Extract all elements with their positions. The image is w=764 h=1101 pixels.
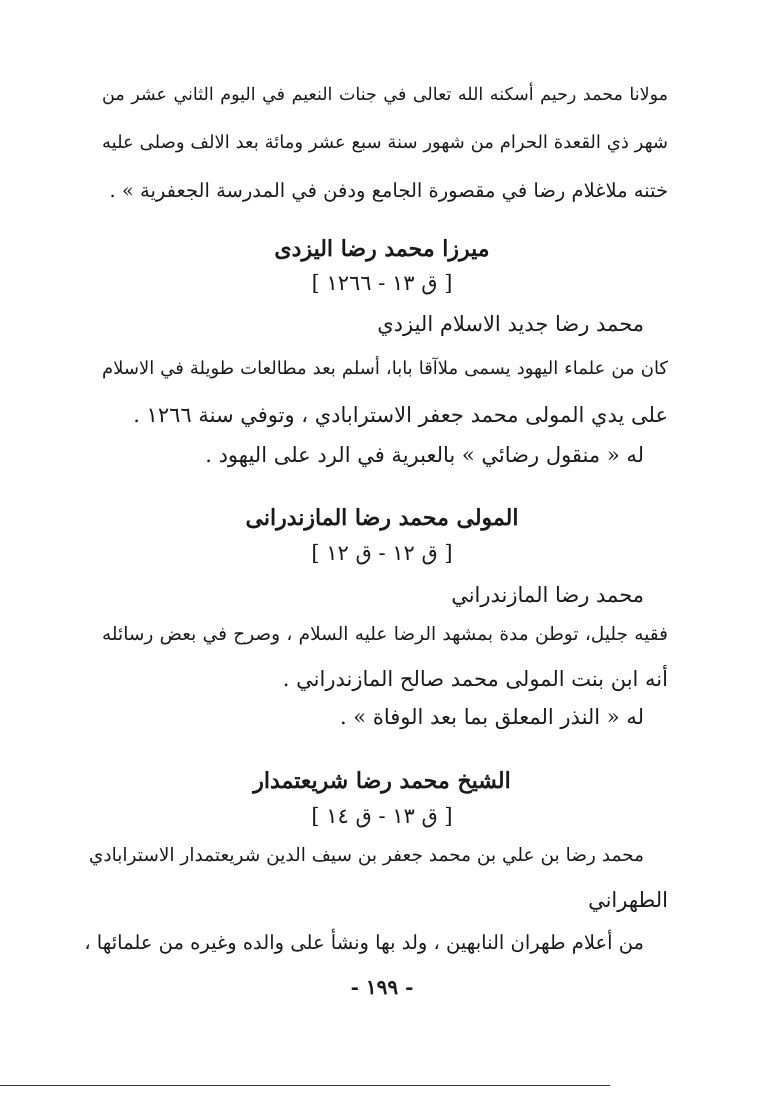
entry-name: محمد رضا جديد الاسلام اليزدي: [377, 312, 644, 336]
entry-dates: [ ق ١٢ - ق ١٢ ]: [311, 541, 453, 565]
entry-title: ميرزا محمد رضا اليزدى: [274, 236, 490, 262]
entry-body-line: له « منقول رضائي » بالعبرية في الرد على اليهود .: [205, 443, 644, 467]
entry-body-line: كان من علماء اليهود يسمى ملاآقا بابا، أسلم بعد مطالعات طويلة في الاسلام: [102, 358, 668, 379]
entry-body-line: فقيه جليل، توطن مدة بمشهد الرضا عليه السلام ، وصرح في بعض رسائله: [102, 624, 668, 645]
bottom-rule: [0, 1085, 610, 1086]
entry-title: المولى محمد رضا المازندرانى: [245, 505, 519, 531]
intro-line: شهر ذي القعدة الحرام من شهور سنة سبع عشر ومائة بعد الالف وصلى عليه: [102, 132, 668, 153]
entry-body-line: أنه ابن بنت المولى محمد صالح المازندراني .: [282, 667, 668, 691]
entry-body-line: له « النذر المعلق بما بعد الوفاة » .: [339, 705, 644, 729]
entry-title: الشيخ محمد رضا شريعتمدار: [253, 768, 511, 794]
intro-line: مولانا محمد رحيم أسكنه الله تعالى في جنات النعيم في اليوم الثاني عشر من: [102, 85, 668, 105]
entry-name: محمد رضا المازندراني: [451, 583, 644, 607]
entry-body-line: على يدي المولى محمد جعفر الاسترابادي ، وتوفي سنة ١٢٦٦ .: [133, 403, 668, 427]
entry-name: محمد رضا بن علي بن محمد جعفر بن سيف الدين شريعتمدار الاسترابادي: [88, 845, 644, 866]
entry-body-line: من أعلام طهران النابهين ، ولد بها ونشأ على والده وغيره من علمائها ،: [84, 931, 644, 954]
page-number: - ١٩٩ -: [350, 975, 414, 999]
entry-dates: [ ق ١٣ - ق ١٤ ]: [311, 804, 453, 828]
intro-line: ختنه ملاغلام رضا في مقصورة الجامع ودفن في المدرسة الجعفرية » .: [109, 179, 668, 202]
entry-dates: [ ق ١٣ - ١٢٦٦ ]: [311, 271, 453, 295]
entry-body-line: الطهراني: [588, 888, 668, 912]
